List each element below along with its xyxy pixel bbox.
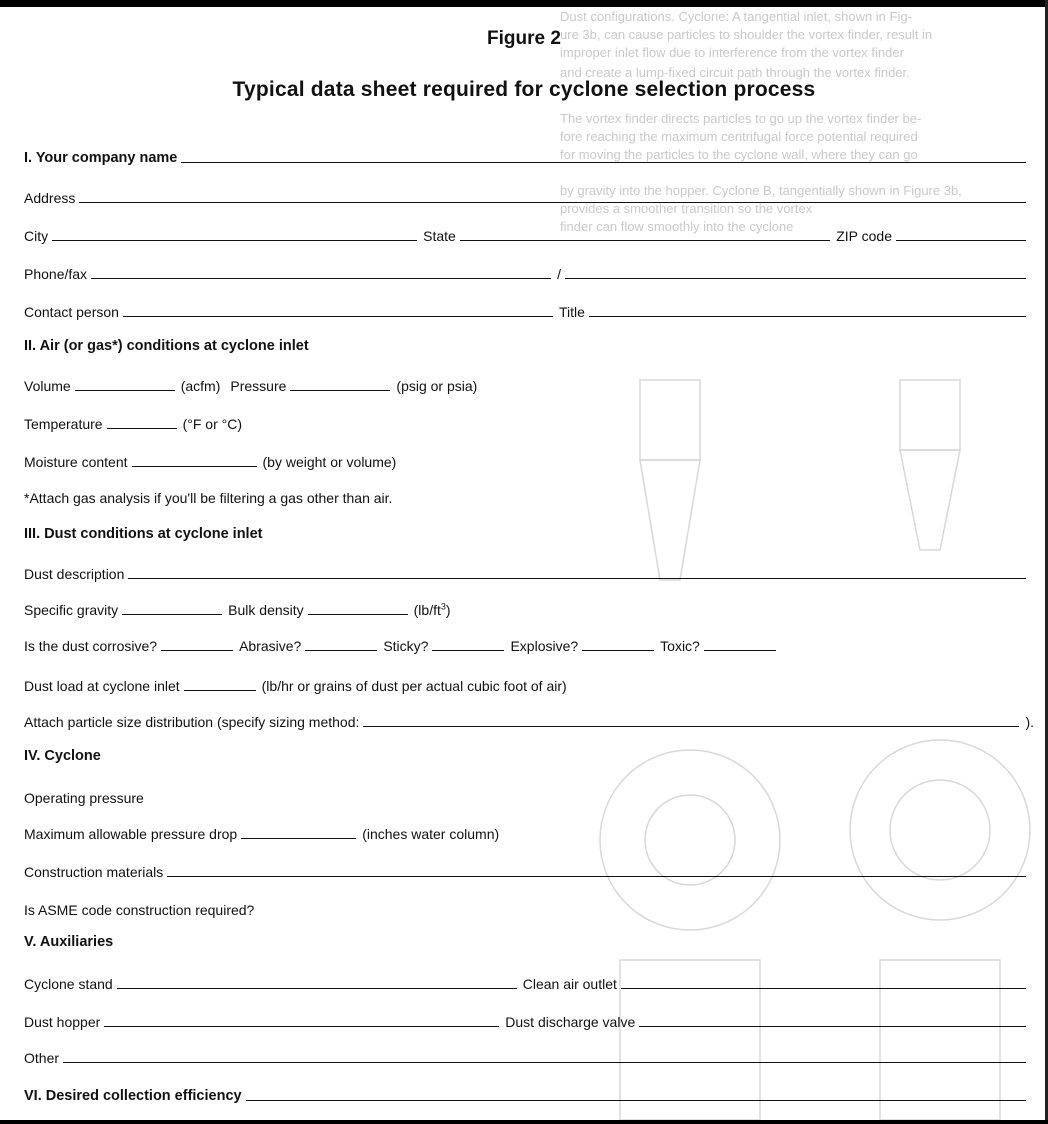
dust-load-unit: (lb/hr or grains of dust per actual cubic foot of air) — [261, 678, 567, 694]
state-field[interactable] — [460, 239, 830, 241]
state-label: State — [423, 228, 456, 244]
figure-label: Figure 2 — [487, 28, 561, 49]
bulk-density-unit: $(lb/ft^3)$ — [413, 601, 451, 618]
address-row — [24, 186, 1026, 206]
bulk-density-field[interactable] — [308, 613, 408, 615]
construction-materials-label: Construction materials — [24, 864, 164, 880]
dust-load-label: Dust load at cyclone inlet — [24, 678, 180, 694]
temperature-row — [24, 412, 1026, 432]
construction-materials-field[interactable] — [167, 875, 1026, 877]
section-3-heading: III. Dust conditions at cyclone inlet — [24, 526, 263, 542]
city-field[interactable] — [52, 239, 417, 241]
dust-discharge-valve-field[interactable] — [639, 1025, 1026, 1027]
other-row — [24, 1046, 1026, 1066]
max-pressure-drop-unit: (inches water column) — [362, 826, 500, 842]
explosive-field[interactable] — [582, 649, 654, 651]
dust-discharge-valve-label: Dust discharge valve — [505, 1014, 636, 1030]
max-pressure-drop-label: Maximum allowable pressure drop — [24, 826, 238, 842]
dust-hopper-field[interactable] — [104, 1025, 499, 1027]
temperature-unit: (°F or °C) — [182, 416, 243, 432]
pressure-field[interactable] — [290, 389, 390, 391]
abrasive-label: Abrasive? — [239, 638, 302, 654]
clean-air-outlet-field[interactable] — [621, 987, 1026, 989]
company-name-field[interactable] — [181, 161, 1026, 163]
moisture-row — [24, 450, 1026, 470]
operating-pressure-label: Operating pressure — [24, 790, 144, 806]
title-label: Title — [558, 304, 585, 320]
other-field[interactable] — [63, 1061, 1026, 1063]
volume-pressure-row — [24, 374, 1026, 394]
fax-field[interactable] — [565, 277, 1026, 279]
particle-size-label: Attach particle size distribution (specify sizing method: — [24, 714, 360, 730]
particle-size-row — [24, 710, 1034, 730]
particle-size-field[interactable] — [363, 725, 1019, 727]
company-name-row — [24, 146, 1026, 166]
contact-person-field[interactable] — [123, 315, 553, 317]
particle-size-close: ). — [1025, 714, 1034, 730]
acfm-unit: (acfm) — [180, 378, 221, 394]
city-label: City — [24, 228, 49, 244]
moisture-unit: (by weight or volume) — [262, 454, 397, 470]
phone-fax-separator: / — [557, 266, 561, 282]
other-label: Other — [24, 1050, 60, 1066]
specific-gravity-field[interactable] — [122, 613, 222, 615]
toxic-label: Toxic? — [660, 638, 700, 654]
pressure-label: Pressure — [230, 378, 287, 394]
operating-pressure-row — [24, 786, 1026, 806]
corrosive-label: Is the dust corrosive? — [24, 638, 158, 654]
contact-person-label: Contact person — [24, 304, 119, 320]
section-5-heading: V. Auxiliaries — [24, 934, 114, 950]
stand-outlet-row — [24, 972, 1026, 992]
bottom-border — [0, 1120, 1048, 1124]
contact-row — [24, 300, 1026, 320]
dust-description-label: Dust description — [24, 566, 125, 582]
moisture-field[interactable] — [132, 465, 257, 467]
explosive-label: Explosive? — [510, 638, 579, 654]
collection-efficiency-field[interactable] — [246, 1099, 1026, 1101]
cyclone-stand-label: Cyclone stand — [24, 976, 113, 992]
city-state-zip-row — [24, 224, 1026, 244]
dust-load-row — [24, 674, 1026, 694]
volume-label: Volume — [24, 378, 71, 394]
temperature-label: Temperature — [24, 416, 103, 432]
dust-description-row — [24, 562, 1026, 582]
efficiency-row — [24, 1084, 1026, 1104]
address-label: Address — [24, 190, 76, 206]
top-border — [0, 0, 1048, 7]
corrosive-field[interactable] — [161, 649, 233, 651]
sticky-label: Sticky? — [383, 638, 429, 654]
clean-air-outlet-label: Clean air outlet — [522, 976, 617, 992]
materials-row — [24, 860, 1026, 880]
dust-description-field[interactable] — [128, 577, 1026, 579]
phone-fax-row — [24, 262, 1026, 282]
section-6-heading: VI. Desired collection efficiency — [24, 1088, 242, 1104]
document-title: Typical data sheet required for cyclone selection process — [232, 78, 816, 101]
temperature-field[interactable] — [107, 427, 177, 429]
section-4-heading: IV. Cyclone — [24, 748, 101, 764]
cyclone-stand-field[interactable] — [117, 987, 517, 989]
max-drop-row — [24, 822, 1026, 842]
title-field[interactable] — [589, 315, 1026, 317]
sticky-field[interactable] — [432, 649, 504, 651]
max-pressure-drop-field[interactable] — [241, 837, 356, 839]
gas-analysis-note-row — [24, 486, 1026, 506]
address-field[interactable] — [79, 201, 1026, 203]
specific-gravity-label: Specific gravity — [24, 602, 119, 618]
gas-analysis-note: *Attach gas analysis if you'll be filtering a gas other than air. — [24, 490, 393, 506]
moisture-label: Moisture content — [24, 454, 128, 470]
section-1-heading: I. Your company name — [24, 150, 178, 166]
phone-field[interactable] — [91, 277, 551, 279]
zip-label: ZIP code — [836, 228, 892, 244]
zip-field[interactable] — [896, 239, 1026, 241]
toxic-field[interactable] — [704, 649, 776, 651]
section-2-heading: II. Air (or gas*) conditions at cyclone inlet — [24, 338, 309, 354]
volume-field[interactable] — [75, 389, 175, 391]
abrasive-field[interactable] — [305, 649, 377, 651]
pressure-unit: (psig or psia) — [396, 378, 478, 394]
dust-hopper-label: Dust hopper — [24, 1014, 101, 1030]
bulk-density-label: Bulk density — [228, 602, 304, 618]
dust-properties-row — [24, 634, 1026, 654]
asme-row — [24, 898, 1026, 918]
phone-fax-label: Phone/fax — [24, 266, 88, 282]
asme-label: Is ASME code construction required? — [24, 902, 255, 918]
gravity-density-row — [24, 598, 1026, 618]
dust-load-field[interactable] — [184, 689, 256, 691]
hopper-valve-row — [24, 1010, 1026, 1030]
